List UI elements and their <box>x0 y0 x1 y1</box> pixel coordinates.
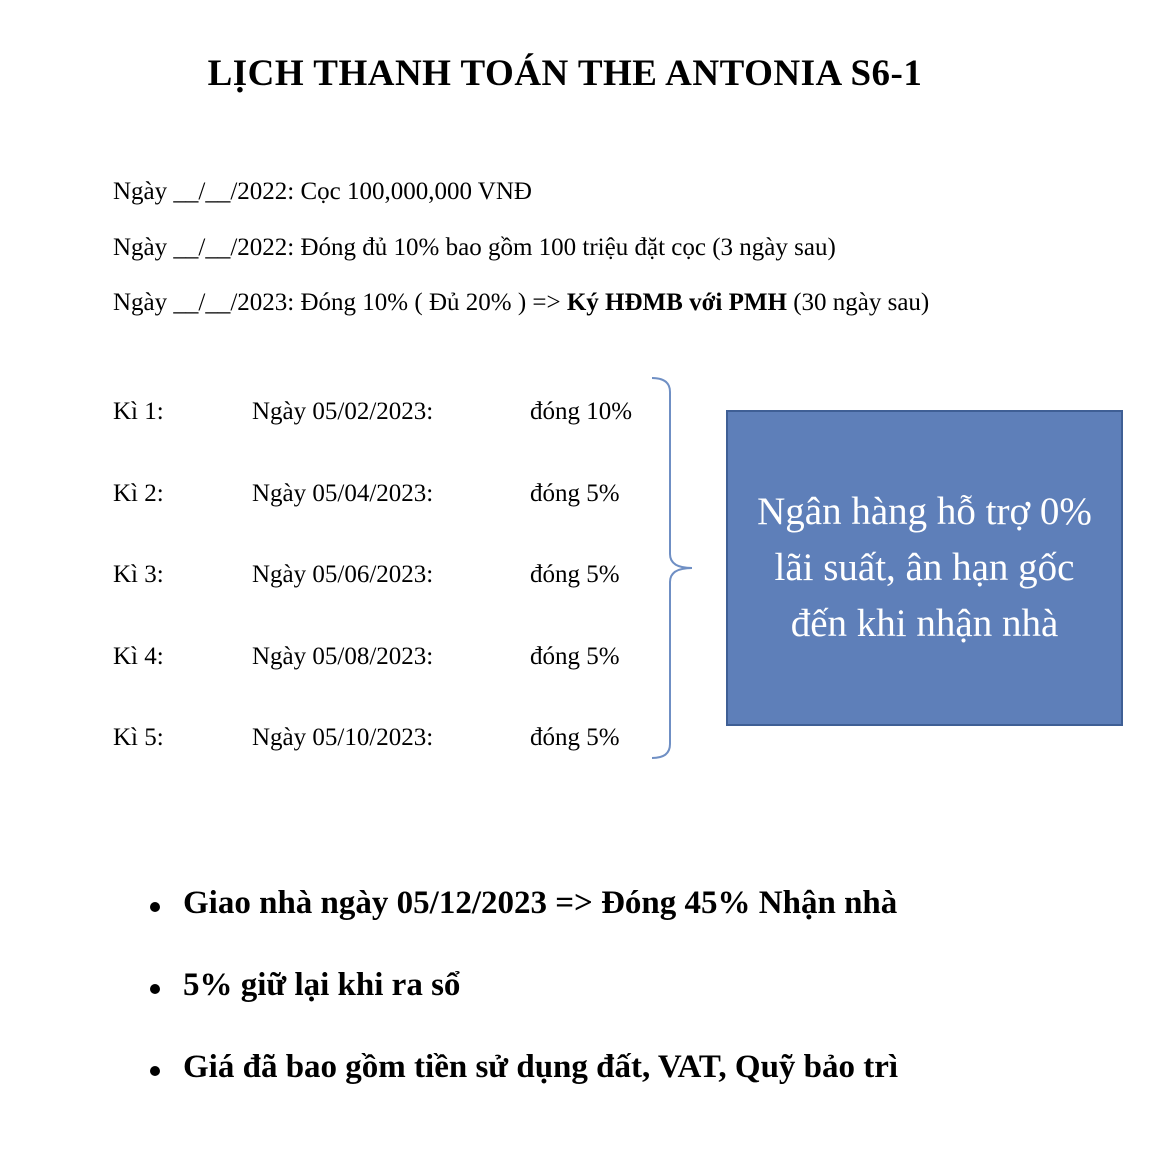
installment-date: Ngày 05/04/2023: <box>252 480 434 507</box>
schedule-line-contract <box>113 289 929 317</box>
installment-date: Ngày 05/08/2023: <box>252 643 434 670</box>
bank-box-line: lãi suất, ân hạn gốc <box>774 546 1075 589</box>
installment-label: Kì 3: <box>113 561 164 588</box>
list-item <box>150 967 898 1049</box>
installment-date: Ngày 05/02/2023: <box>252 398 434 425</box>
right-brace-icon <box>648 376 698 762</box>
list-item <box>150 1049 898 1131</box>
installment-date: Ngày 05/10/2023: <box>252 724 434 751</box>
installment-amount: đóng 5% <box>530 643 620 670</box>
note-text: Giá đã bao gồm tiền sử dụng đất, VAT, Quỹ bảo trì <box>183 1049 899 1085</box>
schedule-line-deposit <box>113 178 532 206</box>
bank-box-line: đến khi nhận nhà <box>790 602 1059 645</box>
installment-label: Kì 4: <box>113 643 164 670</box>
installment-label: Kì 1: <box>113 398 164 425</box>
bullet-icon <box>150 1066 160 1076</box>
installment-amount: đóng 5% <box>530 561 620 588</box>
bank-box-line: Ngân hàng hỗ trợ 0% <box>757 490 1092 533</box>
installment-date: Ngày 05/06/2023: <box>252 561 434 588</box>
schedule-line-first-payment <box>113 234 836 262</box>
installment-amount: đóng 10% <box>530 398 633 425</box>
installment-row <box>0 480 700 512</box>
installment-row <box>0 561 700 593</box>
bullet-icon <box>150 902 160 912</box>
note-text: 5% giữ lại khi ra sổ <box>183 967 461 1003</box>
installment-amount: đóng 5% <box>530 480 620 507</box>
bullet-icon <box>150 984 160 994</box>
page-title: LỊCH THANH TOÁN THE ANTONIA S6-1 <box>207 53 923 94</box>
installment-amount: đóng 5% <box>530 724 620 751</box>
installment-row <box>0 643 700 675</box>
bank-support-box <box>726 410 1123 726</box>
schedule-line-text: Ngày __/__/2022: Đóng đủ 10% bao gồm 100 triệu đặt cọc (3 ngày sau) <box>113 234 836 261</box>
list-item <box>150 885 898 967</box>
installment-label: Kì 2: <box>113 480 164 507</box>
installment-label: Kì 5: <box>113 724 164 751</box>
schedule-line-text: Ngày __/__/2022: Cọc 100,000,000 VNĐ <box>113 178 532 205</box>
note-text: Giao nhà ngày 05/12/2023 => Đóng 45% Nhận nhà <box>183 885 898 921</box>
installment-row <box>0 724 700 756</box>
schedule-line-bold: Ký HĐMB với PMH <box>566 289 787 316</box>
installment-row <box>0 398 700 430</box>
schedule-line-prefix: Ngày __/__/2023: Đóng 10% ( Đủ 20% ) => <box>113 289 567 316</box>
notes-list <box>150 885 898 1131</box>
schedule-line-suffix: (30 ngày sau) <box>786 289 930 316</box>
